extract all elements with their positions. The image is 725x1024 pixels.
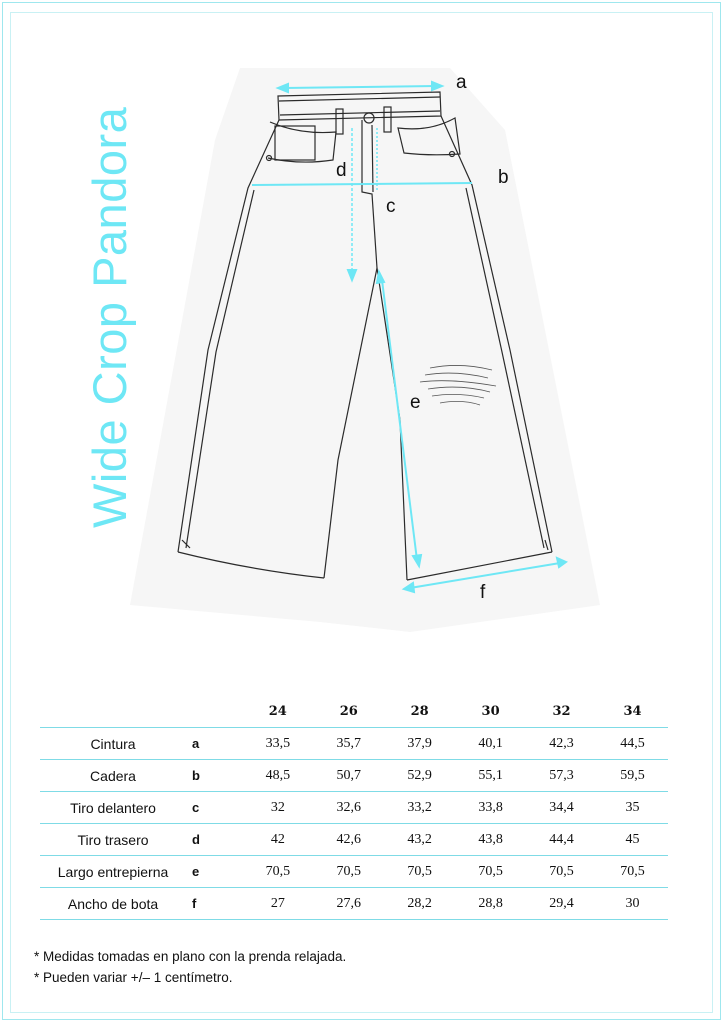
table-cell: 42,6 xyxy=(313,824,384,856)
table-cell: 70,5 xyxy=(242,856,313,888)
table-cell: 57,3 xyxy=(526,760,597,792)
measure-name: Tiro trasero xyxy=(40,824,186,856)
measure-code: b xyxy=(186,760,242,792)
header-blank-code xyxy=(186,696,242,728)
table-cell: 70,5 xyxy=(455,856,526,888)
table-cell: 50,7 xyxy=(313,760,384,792)
label-f: f xyxy=(480,582,486,603)
table-cell: 70,5 xyxy=(313,856,384,888)
label-b: b xyxy=(498,167,509,188)
table-cell: 32 xyxy=(242,792,313,824)
measure-name: Tiro delantero xyxy=(40,792,186,824)
table-cell: 27,6 xyxy=(313,888,384,920)
table-cell: 27 xyxy=(242,888,313,920)
label-e: e xyxy=(410,392,421,413)
table-row xyxy=(40,728,668,760)
table-row xyxy=(40,760,668,792)
measure-name: Largo entrepierna xyxy=(40,856,186,888)
table-cell: 55,1 xyxy=(455,760,526,792)
table-cell: 52,9 xyxy=(384,760,455,792)
table-cell: 33,5 xyxy=(242,728,313,760)
size-header: 26 xyxy=(313,696,384,728)
table-cell: 30 xyxy=(597,888,668,920)
table-cell: 32,6 xyxy=(313,792,384,824)
measure-code: d xyxy=(186,824,242,856)
header-blank xyxy=(40,696,186,728)
table-cell: 37,9 xyxy=(384,728,455,760)
table-cell: 70,5 xyxy=(384,856,455,888)
table-cell: 59,5 xyxy=(597,760,668,792)
table-cell: 40,1 xyxy=(455,728,526,760)
footnotes xyxy=(34,946,346,988)
table-cell: 35,7 xyxy=(313,728,384,760)
footnote: * Medidas tomadas en plano con la prenda relajada. xyxy=(34,949,347,964)
label-c: c xyxy=(386,196,396,217)
table-row xyxy=(40,824,668,856)
label-a: a xyxy=(456,72,467,93)
measure-code: f xyxy=(186,888,242,920)
measure-code: a xyxy=(186,728,242,760)
table-cell: 42,3 xyxy=(526,728,597,760)
size-header: 28 xyxy=(384,696,455,728)
footnote: * Pueden variar +/– 1 centímetro. xyxy=(34,970,233,985)
label-d: d xyxy=(336,160,347,181)
measure-code: c xyxy=(186,792,242,824)
table-cell: 48,5 xyxy=(242,760,313,792)
table-cell: 29,4 xyxy=(526,888,597,920)
table-cell: 35 xyxy=(597,792,668,824)
table-cell: 43,8 xyxy=(455,824,526,856)
table-row xyxy=(40,792,668,824)
table-cell: 70,5 xyxy=(597,856,668,888)
measure-code: e xyxy=(186,856,242,888)
measure-name: Ancho de bota xyxy=(40,888,186,920)
product-title: Wide Crop Pandora xyxy=(83,106,136,528)
size-header: 30 xyxy=(455,696,526,728)
measure-name: Cintura xyxy=(40,728,186,760)
table-cell: 33,2 xyxy=(384,792,455,824)
size-header: 24 xyxy=(242,696,313,728)
size-table xyxy=(40,696,668,920)
table-cell: 44,5 xyxy=(597,728,668,760)
table-cell: 28,8 xyxy=(455,888,526,920)
table-cell: 70,5 xyxy=(526,856,597,888)
table-cell: 28,2 xyxy=(384,888,455,920)
size-header: 32 xyxy=(526,696,597,728)
table-row xyxy=(40,856,668,888)
table-cell: 44,4 xyxy=(526,824,597,856)
table-cell: 34,4 xyxy=(526,792,597,824)
measure-name: Cadera xyxy=(40,760,186,792)
table-cell: 43,2 xyxy=(384,824,455,856)
table-cell: 42 xyxy=(242,824,313,856)
diagram-background xyxy=(130,68,600,632)
table-row xyxy=(40,888,668,920)
table-cell: 33,8 xyxy=(455,792,526,824)
size-header-row xyxy=(40,696,668,728)
size-header: 34 xyxy=(597,696,668,728)
table-cell: 45 xyxy=(597,824,668,856)
